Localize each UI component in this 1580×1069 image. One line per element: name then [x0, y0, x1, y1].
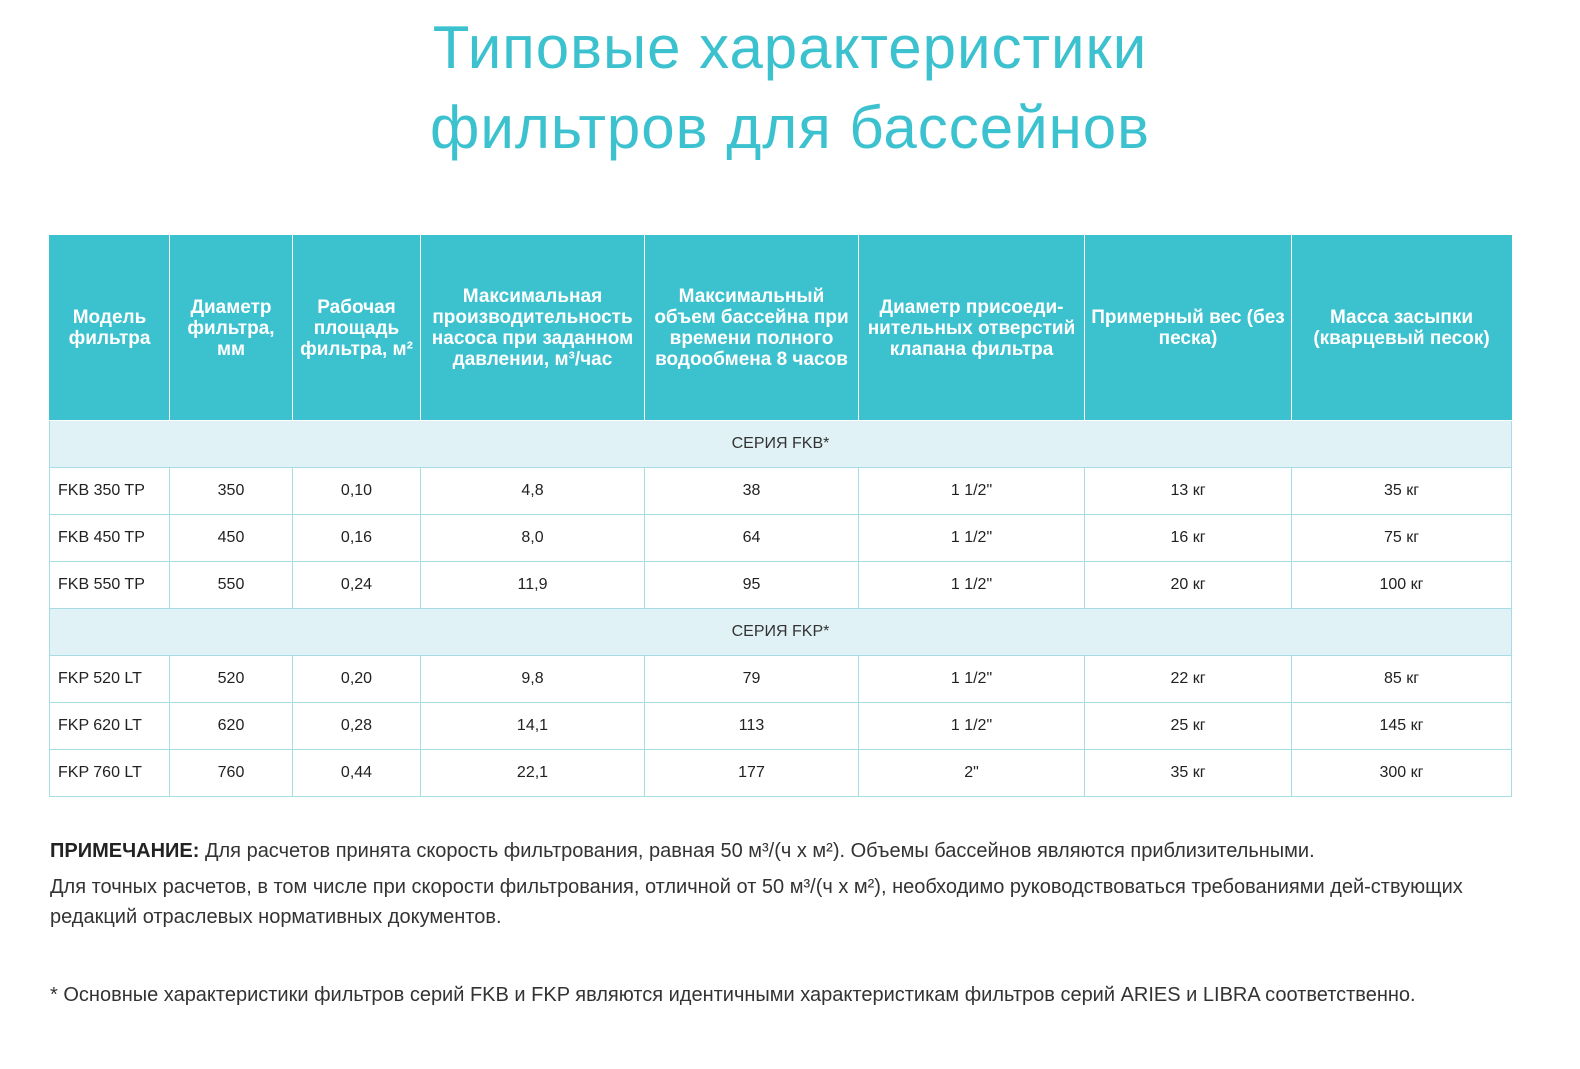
cell-area: 0,24	[293, 562, 421, 609]
header-sand-mass: Масса засыпки (кварцевый песок)	[1292, 236, 1512, 421]
cell-weight: 16 кг	[1085, 515, 1292, 562]
cell-weight: 20 кг	[1085, 562, 1292, 609]
notes-block	[50, 836, 1520, 932]
page-title-line-2: фильтров для бассейнов	[429, 94, 1151, 161]
cell-area: 0,10	[293, 468, 421, 515]
cell-connection: 2"	[859, 750, 1085, 797]
cell-connection: 1 1/2"	[859, 562, 1085, 609]
cell-model: FKB 350 TP	[50, 468, 170, 515]
header-pool-volume: Максимальный объем бассейна при времени полного водообмена 8 часов	[645, 236, 859, 421]
header-weight: Примерный вес (без песка)	[1085, 236, 1292, 421]
cell-volume: 38	[645, 468, 859, 515]
cell-capacity: 4,8	[421, 468, 645, 515]
note-label: ПРИМЕЧАНИЕ:	[50, 840, 200, 862]
cell-sand: 100 кг	[1292, 562, 1512, 609]
cell-volume: 177	[645, 750, 859, 797]
table-row	[50, 750, 1512, 797]
table-row	[50, 562, 1512, 609]
series-label: СЕРИЯ FKB*	[50, 421, 1512, 468]
cell-weight: 22 кг	[1085, 656, 1292, 703]
cell-area: 0,44	[293, 750, 421, 797]
cell-capacity: 8,0	[421, 515, 645, 562]
cell-connection: 1 1/2"	[859, 515, 1085, 562]
cell-weight: 13 кг	[1085, 468, 1292, 515]
header-connection-diameter: Диаметр присоеди-нительных отверстий клапана фильтра	[859, 236, 1085, 421]
cell-weight: 35 кг	[1085, 750, 1292, 797]
cell-capacity: 14,1	[421, 703, 645, 750]
cell-connection: 1 1/2"	[859, 468, 1085, 515]
header-diameter: Диаметр фильтра, мм	[170, 236, 293, 421]
series-row-fkb	[50, 421, 1512, 468]
table-row	[50, 515, 1512, 562]
filter-spec-table	[49, 235, 1512, 797]
cell-diameter: 620	[170, 703, 293, 750]
cell-model: FKB 550 TP	[50, 562, 170, 609]
cell-area: 0,16	[293, 515, 421, 562]
footnote: * Основные характеристики фильтров серий FKB и FKP являются идентичными характеристикам фильтров серий ARIES и LIBRA соответственно.	[50, 984, 1416, 1006]
cell-sand: 145 кг	[1292, 703, 1512, 750]
cell-model: FKP 620 LT	[50, 703, 170, 750]
page-title	[0, 8, 1580, 168]
cell-sand: 35 кг	[1292, 468, 1512, 515]
header-model: Модель фильтра	[50, 236, 170, 421]
cell-volume: 64	[645, 515, 859, 562]
note-line-2: Для точных расчетов, в том числе при скорости фильтрования, отличной от 50 м³/(ч x м²), необходимо руководствоваться требованиями дей-ствующих редакций отраслевых нормативных документов.	[50, 876, 1463, 928]
cell-model: FKP 760 LT	[50, 750, 170, 797]
cell-model: FKB 450 TP	[50, 515, 170, 562]
cell-diameter: 550	[170, 562, 293, 609]
cell-diameter: 520	[170, 656, 293, 703]
cell-capacity: 9,8	[421, 656, 645, 703]
cell-connection: 1 1/2"	[859, 703, 1085, 750]
cell-sand: 85 кг	[1292, 656, 1512, 703]
cell-volume: 113	[645, 703, 859, 750]
table-row	[50, 703, 1512, 750]
table-header-row	[50, 236, 1512, 421]
cell-diameter: 350	[170, 468, 293, 515]
cell-connection: 1 1/2"	[859, 656, 1085, 703]
cell-model: FKP 520 LT	[50, 656, 170, 703]
header-pump-capacity: Максимальная производительность насоса при заданном давлении, м³/час	[421, 236, 645, 421]
series-label: СЕРИЯ FKP*	[50, 609, 1512, 656]
table-row	[50, 656, 1512, 703]
cell-sand: 75 кг	[1292, 515, 1512, 562]
page-title-line-1: Типовые характеристики	[432, 14, 1148, 81]
cell-capacity: 11,9	[421, 562, 645, 609]
note-text-1: Для расчетов принята скорость фильтрования, равная 50 м³/(ч x м²). Объемы бассейнов являются приблизительными.	[199, 840, 1315, 862]
table-row	[50, 468, 1512, 515]
header-area: Рабочая площадь фильтра, м²	[293, 236, 421, 421]
cell-area: 0,20	[293, 656, 421, 703]
cell-volume: 95	[645, 562, 859, 609]
cell-weight: 25 кг	[1085, 703, 1292, 750]
cell-diameter: 450	[170, 515, 293, 562]
cell-capacity: 22,1	[421, 750, 645, 797]
cell-area: 0,28	[293, 703, 421, 750]
cell-volume: 79	[645, 656, 859, 703]
note-line-1	[50, 836, 1520, 866]
cell-sand: 300 кг	[1292, 750, 1512, 797]
series-row-fkp	[50, 609, 1512, 656]
cell-diameter: 760	[170, 750, 293, 797]
